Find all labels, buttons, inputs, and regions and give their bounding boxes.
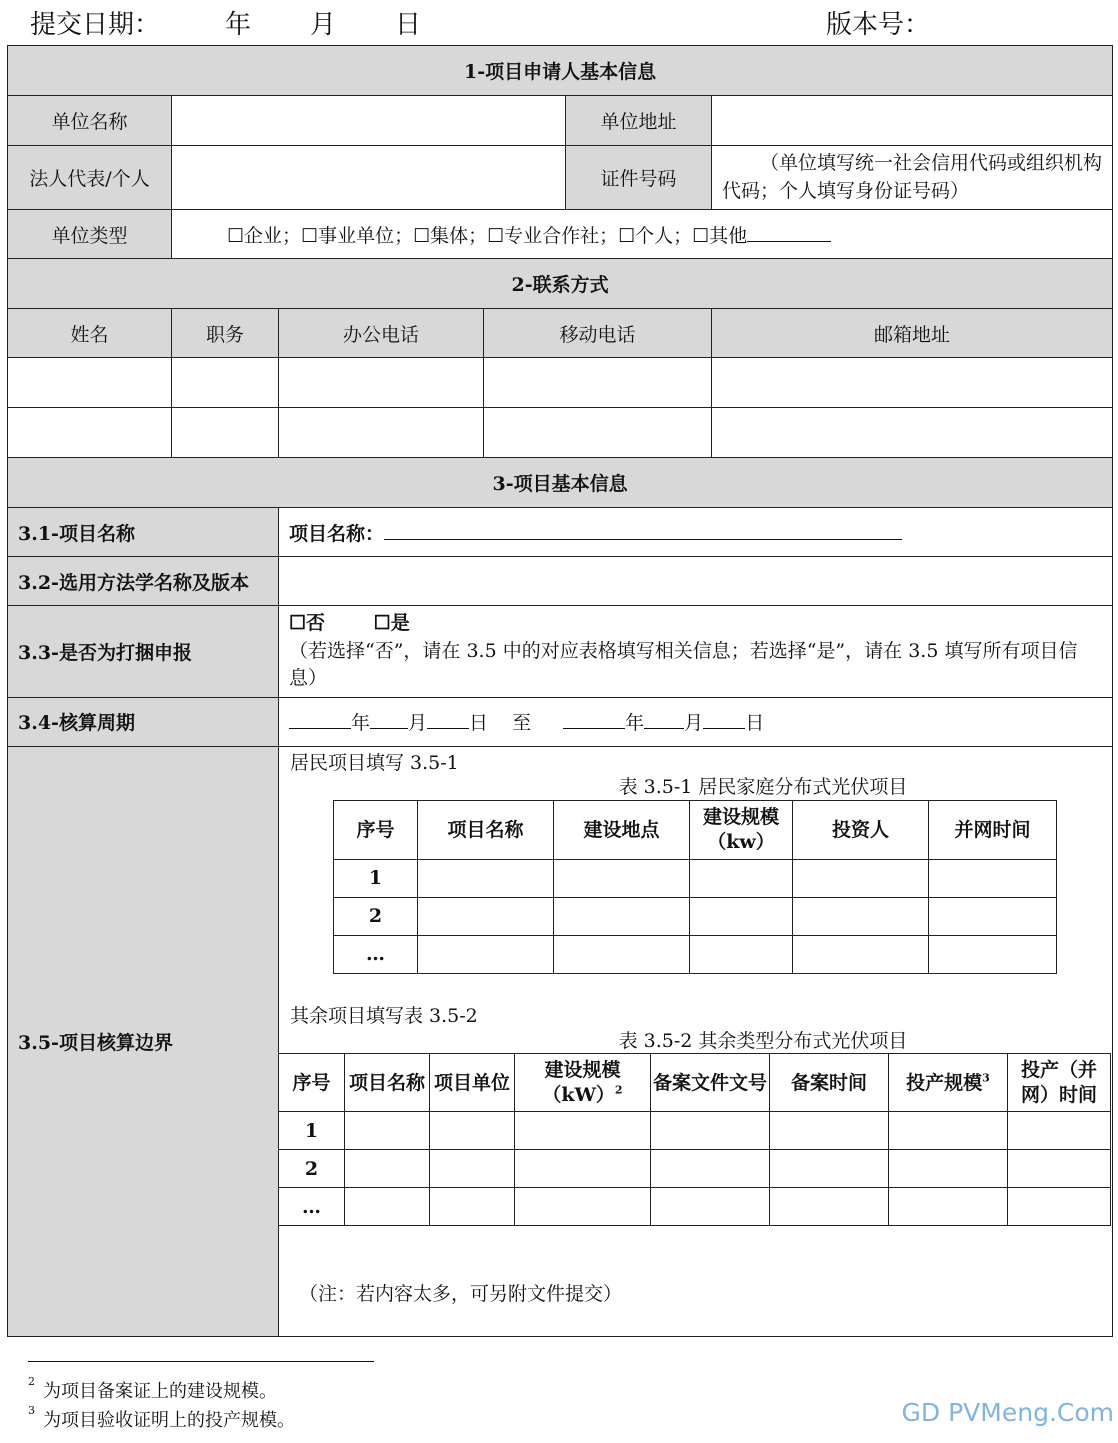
resident-intro: 居民项目填写 3.5-1 <box>290 751 459 774</box>
t2-col-name: 项目名称 <box>345 1054 430 1112</box>
bundled-yes-checkbox[interactable]: ☐是 <box>373 612 410 635</box>
period-label: 3.4-核算周期 <box>8 697 279 746</box>
t2-scale-sup: 2 <box>614 1083 623 1097</box>
unit-name-label: 单位名称 <box>8 96 172 146</box>
unit-address-label: 单位地址 <box>566 96 712 146</box>
t2-cell[interactable] <box>430 1150 515 1188</box>
section3-title: 3-项目基本信息 <box>8 458 1113 508</box>
date-month: 月 <box>310 10 337 40</box>
boundary-cell <box>279 746 1113 1336</box>
header-line <box>0 2 1118 42</box>
footnote-3-mark: 3 <box>28 1404 35 1417</box>
t2-prod-sup: 3 <box>982 1071 990 1085</box>
t1-col-scale: 建设规模（kw） <box>690 801 793 860</box>
t1-cell[interactable] <box>793 860 929 898</box>
footnote-3-text: 为项目验收证明上的投产规模。 <box>43 1410 295 1431</box>
t2-cell[interactable] <box>889 1188 1008 1226</box>
t1-col-investor: 投资人 <box>793 801 929 860</box>
methodology-label: 3.2-选用方法学名称及版本 <box>8 557 279 606</box>
table1-caption: 表 3.5-1 居民家庭分布式光伏项目 <box>618 776 908 799</box>
t2-cell[interactable] <box>430 1188 515 1226</box>
footnote-2-mark: 2 <box>28 1375 35 1388</box>
period-end-day[interactable] <box>703 711 745 729</box>
id-number-label: 证件号码 <box>566 146 712 210</box>
project-name-input[interactable] <box>384 522 902 540</box>
t2-cell[interactable] <box>1008 1150 1111 1188</box>
period-month-unit: 月 <box>408 712 428 735</box>
date-day: 日 <box>395 10 422 40</box>
period-end-year[interactable] <box>563 711 625 729</box>
period-field <box>279 697 1113 746</box>
table-3-5-2 <box>278 1053 1111 1226</box>
t1-cell[interactable] <box>418 936 554 974</box>
legal-rep-field[interactable] <box>172 146 566 210</box>
col-mobile-phone: 移动电话 <box>484 309 712 358</box>
t2-cell[interactable] <box>770 1150 889 1188</box>
footnote-2 <box>28 1377 277 1403</box>
unit-name-field[interactable] <box>172 96 566 146</box>
watermark: GD PVMeng.Com <box>901 1398 1114 1427</box>
unit-type-label: 单位类型 <box>8 210 172 259</box>
t2-cell[interactable] <box>1008 1112 1111 1150</box>
period-to: 至 <box>512 712 532 735</box>
t2-cell[interactable] <box>651 1188 770 1226</box>
legal-rep-label: 法人代表/个人 <box>8 146 172 210</box>
t2-cell[interactable] <box>651 1150 770 1188</box>
t1-cell[interactable] <box>690 860 793 898</box>
t2-cell[interactable] <box>770 1188 889 1226</box>
t2-cell[interactable] <box>1008 1188 1111 1226</box>
t1-cell[interactable] <box>929 860 1057 898</box>
unit-type-options-text: ☐企业；☐事业单位；☐集体；☐专业合作社；☐个人；☐其他 <box>227 224 748 247</box>
bundled-note: （若选择“否”，请在 3.5 中的对应表格填写相关信息；若选择“是”，请在 3.5 填写所有项目信息） <box>289 639 1078 690</box>
project-name-prefix: 项目名称： <box>289 522 385 545</box>
t1-col-name: 项目名称 <box>418 801 554 860</box>
submit-date-label: 提交日期： <box>30 10 161 40</box>
t1-row-seq: 2 <box>334 898 418 936</box>
t2-row-seq: … <box>279 1188 345 1226</box>
contact1-email[interactable] <box>712 358 1113 408</box>
period-day-unit: 日 <box>469 712 489 735</box>
period-start-year[interactable] <box>289 711 351 729</box>
t2-cell[interactable] <box>770 1112 889 1150</box>
contact1-mobile[interactable] <box>484 358 712 408</box>
t1-cell[interactable] <box>793 898 929 936</box>
bundled-no-checkbox[interactable]: ☐否 <box>289 612 326 635</box>
application-form <box>7 45 1113 1337</box>
t2-col-scale <box>515 1054 651 1112</box>
footnote-2-text: 为项目备案证上的建设规模。 <box>43 1381 277 1402</box>
unit-type-options[interactable] <box>172 210 1113 259</box>
t2-col-seq: 序号 <box>279 1054 345 1112</box>
t2-col-prod-time: 投产（并网）时间 <box>1008 1054 1111 1112</box>
t2-cell[interactable] <box>345 1150 430 1188</box>
t1-cell[interactable] <box>690 936 793 974</box>
period-start-day[interactable] <box>427 711 469 729</box>
contact1-position[interactable] <box>172 358 279 408</box>
table2-caption: 表 3.5-2 其余类型分布式光伏项目 <box>618 1029 908 1052</box>
col-name: 姓名 <box>8 309 172 358</box>
section1-title: 1-项目申请人基本信息 <box>8 46 1113 96</box>
table-3-5-1 <box>333 800 1057 974</box>
other-intro: 其余项目填写表 3.5-2 <box>290 1005 478 1028</box>
contact2-email[interactable] <box>712 408 1113 458</box>
t1-cell[interactable] <box>554 936 690 974</box>
t1-cell[interactable] <box>793 936 929 974</box>
unit-address-field[interactable] <box>712 96 1113 146</box>
period-end-month-unit: 月 <box>684 712 704 735</box>
boundary-note: （注：若内容太多，可另附文件提交） <box>299 1283 623 1306</box>
col-position: 职务 <box>172 309 279 358</box>
t2-cell[interactable] <box>430 1112 515 1150</box>
t2-col-unit: 项目单位 <box>430 1054 515 1112</box>
bundled-label: 3.3-是否为打捆申报 <box>8 606 279 698</box>
t2-cell[interactable] <box>889 1112 1008 1150</box>
t2-row-seq: 1 <box>279 1112 345 1150</box>
t1-row-seq: 1 <box>334 860 418 898</box>
other-type-blank[interactable] <box>747 224 831 242</box>
t2-cell[interactable] <box>651 1112 770 1150</box>
t2-cell[interactable] <box>515 1188 651 1226</box>
col-email: 邮箱地址 <box>712 309 1113 358</box>
contact2-name[interactable] <box>8 408 172 458</box>
t1-col-seq: 序号 <box>334 801 418 860</box>
id-number-field[interactable]: （单位填写统一社会信用代码或组织机构代码；个人填写身份证号码） <box>712 146 1113 210</box>
t2-cell[interactable] <box>515 1112 651 1150</box>
boundary-label: 3.5-项目核算边界 <box>8 746 279 1336</box>
t1-cell[interactable] <box>690 898 793 936</box>
contact1-name[interactable] <box>8 358 172 408</box>
section2-title: 2-联系方式 <box>8 259 1113 309</box>
t2-col-filing-no: 备案文件文号 <box>651 1054 770 1112</box>
t1-cell[interactable] <box>554 898 690 936</box>
contact2-office[interactable] <box>279 408 484 458</box>
t2-col-prod-text: 投产规模 <box>906 1071 983 1094</box>
footnote-rule <box>28 1361 374 1362</box>
t1-row-seq: … <box>334 936 418 974</box>
period-year-unit: 年 <box>351 712 371 735</box>
t2-cell[interactable] <box>889 1150 1008 1188</box>
period-end-month[interactable] <box>644 711 684 729</box>
t1-cell[interactable] <box>929 936 1057 974</box>
t1-col-grid-time: 并网时间 <box>929 801 1057 860</box>
contact2-position[interactable] <box>172 408 279 458</box>
t1-cell[interactable] <box>418 860 554 898</box>
footnote-3 <box>28 1406 295 1432</box>
t1-cell[interactable] <box>418 898 554 936</box>
methodology-field[interactable] <box>279 557 1113 606</box>
contact2-mobile[interactable] <box>484 408 712 458</box>
t2-row-seq: 2 <box>279 1150 345 1188</box>
period-start-month[interactable] <box>370 711 408 729</box>
project-name-label: 3.1-项目名称 <box>8 508 279 557</box>
col-office-phone: 办公电话 <box>279 309 484 358</box>
t2-cell[interactable] <box>515 1150 651 1188</box>
t1-cell[interactable] <box>929 898 1057 936</box>
bundled-options <box>289 610 1102 638</box>
t2-col-filing-time: 备案时间 <box>770 1054 889 1112</box>
period-end-day-unit: 日 <box>745 712 765 735</box>
period-end-year-unit: 年 <box>625 712 645 735</box>
t2-cell[interactable] <box>345 1188 430 1226</box>
date-year: 年 <box>225 10 252 40</box>
t1-cell[interactable] <box>554 860 690 898</box>
t2-col-prod-scale <box>889 1054 1008 1112</box>
contact1-office[interactable] <box>279 358 484 408</box>
version-label: 版本号： <box>826 10 931 40</box>
t1-col-location: 建设地点 <box>554 801 690 860</box>
t2-col-scale-text: 建设规模（kW） <box>542 1059 621 1106</box>
t2-cell[interactable] <box>345 1112 430 1150</box>
